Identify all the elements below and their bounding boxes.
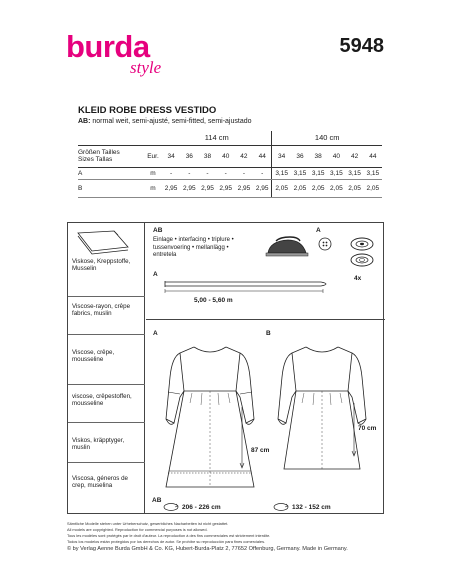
size-114-2: 38 xyxy=(198,145,216,167)
cell-a-114-2: - xyxy=(198,167,216,179)
dress-b-drawing xyxy=(268,337,378,477)
fabric-fr-line-2: mousseline xyxy=(72,356,104,364)
dress-a-hem-width: 206 - 226 cm xyxy=(182,504,221,511)
dress-a-drawing xyxy=(152,337,268,495)
garment-title: KLEID ROBE DRESS VESTIDO xyxy=(78,105,217,116)
fabric-de-line-1: Viskose, Kreppstoffe, xyxy=(72,258,131,265)
cell-a-140-5: 3,15 xyxy=(364,167,382,179)
cell-a-140-4: 3,15 xyxy=(345,167,363,179)
notions-view-label: AB xyxy=(153,227,163,234)
row-label-b: B xyxy=(78,179,144,197)
cell-b-114-0: 2,95 xyxy=(162,179,180,197)
interfacing-line-2: tussenvoering • mellanlägg • xyxy=(153,244,229,251)
fabric-suggestion-en xyxy=(68,297,145,335)
cell-a-140-0: 3,15 xyxy=(272,167,291,179)
dress-b-label: B xyxy=(266,330,271,337)
dress-a-length: 87 cm xyxy=(251,447,270,454)
publisher-copyright: © by Verlag Aenne Burda GmbH & Co. KG, Hubert-Burda-Platz 2, 77652 Offenburg, Germany. Made in Germany. xyxy=(67,546,348,552)
footer-line-de: Sämtliche Modelle stehen unter Urheberschutz, gewerbliches Nacharbeiten ist nicht gestattet. xyxy=(67,521,229,526)
bias-tape-icon xyxy=(163,275,333,293)
notions-and-drawings-column xyxy=(146,223,385,513)
cell-a-140-3: 3,15 xyxy=(327,167,345,179)
tape-view-label: A xyxy=(153,271,158,278)
iron-icon xyxy=(264,235,310,257)
hem-width-a-icon xyxy=(162,502,180,512)
row-unit-a: m xyxy=(144,167,162,179)
table-row-a xyxy=(78,167,382,179)
cell-a-114-4: - xyxy=(235,167,253,179)
sizes-row xyxy=(78,145,382,167)
fabric-suggestion-nl xyxy=(68,385,145,423)
cell-b-140-3: 2,05 xyxy=(327,179,345,197)
fabric-requirements-table xyxy=(78,131,382,198)
fabric-width-140: 140 cm xyxy=(272,131,382,145)
fabric-suggestions-column xyxy=(68,223,145,513)
cell-a-114-3: - xyxy=(217,167,235,179)
interfacing-line-1: Einlage • interfacing • triplure • xyxy=(153,237,234,243)
hem-width-b-icon xyxy=(272,502,290,512)
cell-a-114-1: - xyxy=(180,167,198,179)
fabric-fr-line-1: Viscose, crêpe, xyxy=(72,349,115,356)
pattern-details-box xyxy=(67,222,384,514)
fabric-nl-line-2: mousseline xyxy=(72,400,104,408)
fabric-de-line-2: Musselin xyxy=(72,265,97,273)
sizes-label-line-1: Größen Tailles xyxy=(78,148,120,156)
dress-a-label: A xyxy=(153,330,158,337)
interfacing-text xyxy=(153,237,234,260)
logo-wordmark: burda xyxy=(66,29,150,64)
snap-fasteners-icon xyxy=(349,236,375,272)
cell-b-114-5: 2,95 xyxy=(253,179,272,197)
eur-label: Eur. xyxy=(144,145,162,167)
fabric-es-line-1: Viscosa, géneros de xyxy=(72,475,128,482)
cell-b-140-1: 2,05 xyxy=(291,179,309,197)
cell-a-140-2: 3,15 xyxy=(309,167,327,179)
cell-b-114-1: 2,95 xyxy=(180,179,198,197)
button-icon xyxy=(318,237,332,251)
copyright-footer xyxy=(67,521,348,553)
burda-style-logo xyxy=(66,30,176,78)
size-114-4: 42 xyxy=(235,145,253,167)
size-114-0: 34 xyxy=(162,145,180,167)
footer-line-en: All models are copyrighted. Reproduction for commercial purposes is not allowed. xyxy=(67,527,208,532)
pattern-number: 5948 xyxy=(339,35,384,57)
fabric-suggestion-es xyxy=(68,463,145,515)
cell-a-114-0: - xyxy=(162,167,180,179)
logo-subtitle: style xyxy=(130,58,162,77)
fabric-width-114: 114 cm xyxy=(162,131,272,145)
fabric-suggestion-fr xyxy=(68,335,145,385)
fabric-suggestion-sv xyxy=(68,423,145,463)
row-label-a: A xyxy=(78,167,144,179)
cell-b-140-2: 2,05 xyxy=(309,179,327,197)
fit-text: normal weit, semi-ajusté, semi-fitted, semi-ajustado xyxy=(90,118,252,125)
fabric-es-line-2: crep, muselina xyxy=(72,482,113,490)
fabric-en-line-2: fabrics, muslin xyxy=(72,310,112,318)
size-114-5: 44 xyxy=(253,145,272,167)
cell-b-114-3: 2,95 xyxy=(217,179,235,197)
fabric-en-line-1: Viscose-rayon, crêpe xyxy=(72,303,131,310)
dress-b-hem-width: 132 - 152 cm xyxy=(292,504,331,511)
footer-line-fr: Tous les modèles sont protégés par le droit d'auteur. La reproduction à des fins commerciales est strictement interdite. xyxy=(67,533,271,538)
fabric-suggestion-de xyxy=(68,255,145,297)
interfacing-line-3: entretela xyxy=(153,252,177,258)
size-140-3: 40 xyxy=(327,145,345,167)
fit-prefix: AB: xyxy=(78,118,91,125)
tape-length: 5,00 - 5,60 m xyxy=(194,297,233,304)
size-140-2: 38 xyxy=(309,145,327,167)
size-140-0: 34 xyxy=(272,145,291,167)
snap-count: 4x xyxy=(354,275,362,282)
fabric-swatch-icon xyxy=(74,227,132,255)
cell-b-140-4: 2,05 xyxy=(345,179,363,197)
button-view-label: A xyxy=(316,227,321,234)
fabric-width-row xyxy=(78,131,382,145)
cell-a-114-5: - xyxy=(253,167,272,179)
row-unit-b: m xyxy=(144,179,162,197)
cell-b-114-4: 2,95 xyxy=(235,179,253,197)
cell-a-140-1: 3,15 xyxy=(291,167,309,179)
table-row-b xyxy=(78,179,382,197)
notions-section xyxy=(146,223,385,320)
size-140-4: 42 xyxy=(345,145,363,167)
fabric-nl-line-1: viscose, crêpestoffen, xyxy=(72,393,132,400)
fabric-sv-line-2: muslin xyxy=(72,444,90,452)
footer-line-es: Todos los modelos están protegidos por los derechos de autor. Se prohíbe su reproducción para fines comerciales. xyxy=(67,539,266,544)
dress-b-length: 70 cm xyxy=(358,425,377,432)
fit-description xyxy=(78,117,252,126)
cell-b-140-0: 2,05 xyxy=(272,179,291,197)
fabric-sv-line-1: Viskos, kräpptyger, xyxy=(72,437,125,444)
hem-width-view-label: AB xyxy=(152,497,162,504)
cell-b-114-2: 2,95 xyxy=(198,179,216,197)
sizes-label-line-2: Sizes Tallas xyxy=(78,156,113,163)
size-114-1: 36 xyxy=(180,145,198,167)
cell-b-140-5: 2,05 xyxy=(364,179,382,197)
size-140-5: 44 xyxy=(364,145,382,167)
sizes-label xyxy=(78,145,144,167)
technical-drawings xyxy=(146,321,385,515)
size-140-1: 36 xyxy=(291,145,309,167)
size-114-3: 40 xyxy=(217,145,235,167)
